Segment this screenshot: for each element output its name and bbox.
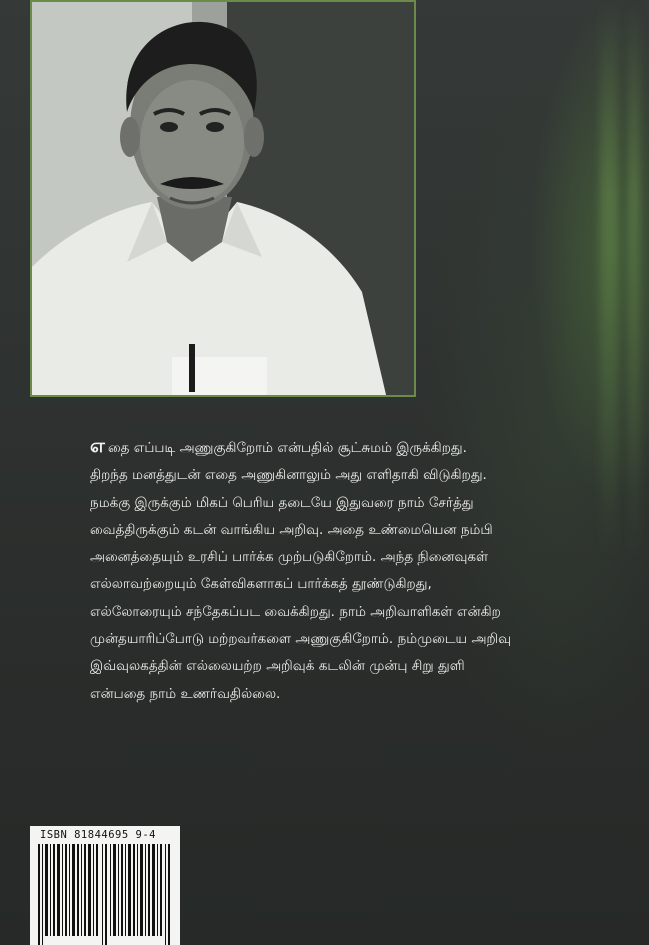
green-light-streak [600,0,618,560]
blurb-line: எல்லோரையும் சந்தேகப்பட வைக்கிறது. நாம் அறிவாளிகள் என்கிற [90,604,501,620]
blurb-line: நமக்கு இருக்கும் மிகப் பெரிய தடையே இதுவரை நாம் சேர்த்து [90,495,474,511]
green-light-streak [628,0,640,560]
drop-cap: எ [90,435,105,457]
blurb-line: என்பதை நாம் உணர்வதில்லை. [90,686,281,702]
blurb-line: அனைத்தையும் உரசிப் பார்க்க முற்படுகிறோம். அந்த நினைவுகள் [90,550,489,566]
author-photo [30,0,416,397]
isbn-label: ISBN 81844695 9-4 [40,829,156,841]
blurb-line: இவ்வுலகத்தின் எல்லையற்ற அறிவுக் கடலின் முன்பு சிறு துளி [90,659,465,675]
blurb-line: முன்தயாரிப்போடு மற்றவர்களை அணுகுகிறோம். நம்முடைய அறிவு [90,632,512,648]
blurb-line: வைத்திருக்கும் கடன் வாங்கிய அறிவு. அதை உண்மையென நம்பி [90,522,493,538]
author-portrait-icon [32,2,416,397]
barcode-icon [36,844,176,945]
isbn-barcode [30,826,180,945]
blurb-line: திறந்த மனத்துடன் எதை அணுகினாலும் அது எளிதாகி விடுகிறது. [90,468,487,484]
blurb-line: எல்லாவற்றையும் கேள்விகளாகப் பார்க்கத் தூண்டுகிறது, [90,577,432,593]
blurb-text [90,433,602,708]
blurb-line: எ தை எப்படி அணுகுகிறோம் என்பதில் சூட்சுமம் இருக்கிறது. [90,435,468,457]
